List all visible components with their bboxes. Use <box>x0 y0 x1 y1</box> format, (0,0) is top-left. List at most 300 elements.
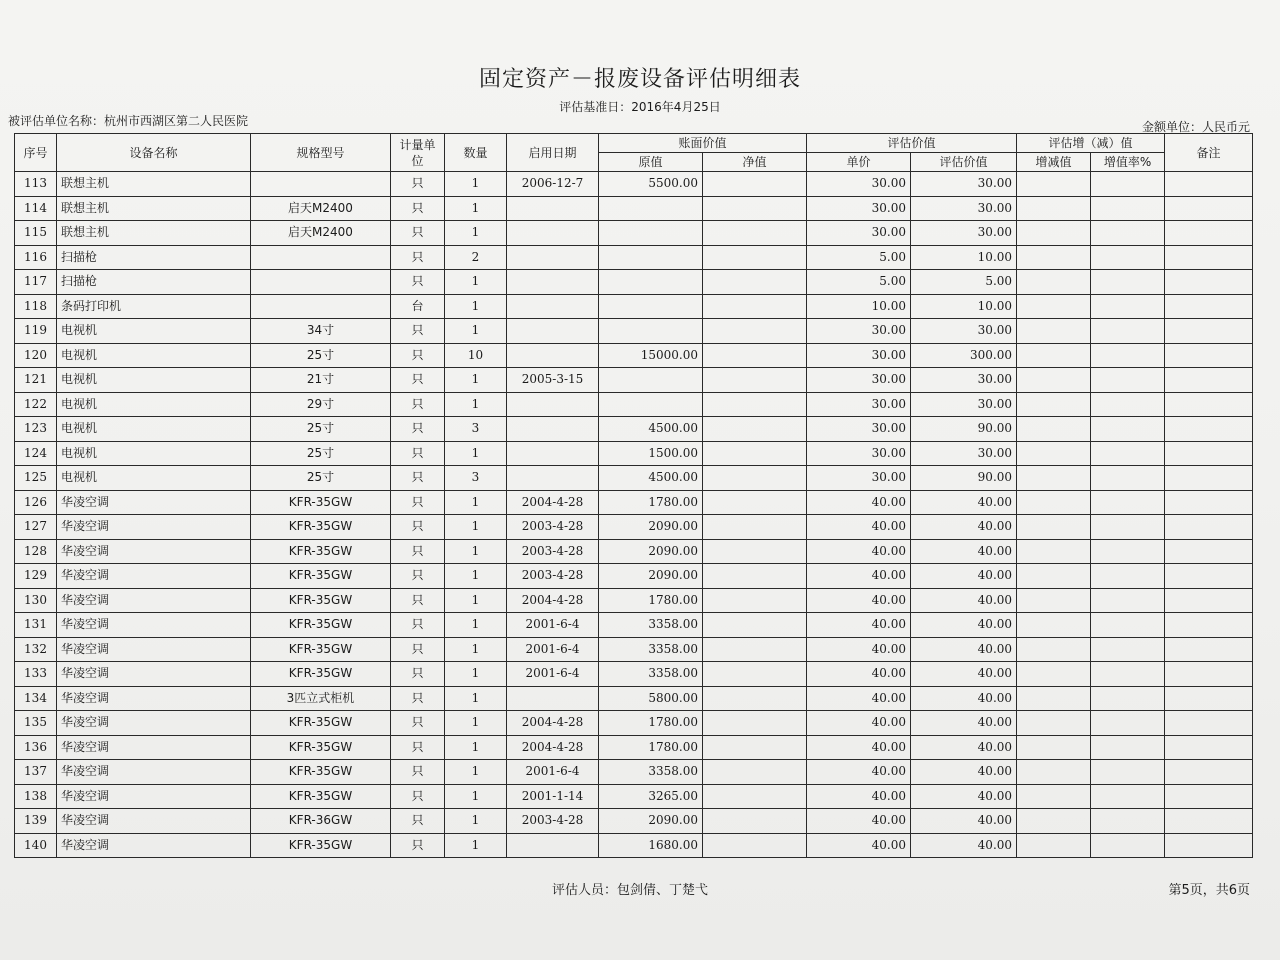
cell-seq: 121 <box>15 368 57 393</box>
cell-qty: 1 <box>445 637 507 662</box>
cell-remark <box>1165 221 1253 246</box>
cell-change-amount <box>1017 686 1091 711</box>
table-row <box>15 466 1253 491</box>
cell-original: 1680.00 <box>599 833 703 858</box>
cell-unit: 只 <box>391 368 445 393</box>
table-row <box>15 368 1253 393</box>
cell-name: 华凌空调 <box>57 539 251 564</box>
cell-seq: 114 <box>15 196 57 221</box>
table-row <box>15 441 1253 466</box>
cell-spec <box>251 270 391 295</box>
table-row <box>15 588 1253 613</box>
cell-net <box>703 515 807 540</box>
cell-qty: 2 <box>445 245 507 270</box>
cell-change-rate <box>1091 270 1165 295</box>
cell-seq: 117 <box>15 270 57 295</box>
cell-qty: 1 <box>445 270 507 295</box>
cell-unit-price: 30.00 <box>807 466 911 491</box>
cell-change-rate <box>1091 368 1165 393</box>
cell-start-date <box>507 270 599 295</box>
table-row <box>15 637 1253 662</box>
cell-name: 华凌空调 <box>57 833 251 858</box>
cell-change-rate <box>1091 466 1165 491</box>
table-row <box>15 221 1253 246</box>
table-row <box>15 711 1253 736</box>
cell-remark <box>1165 564 1253 589</box>
cell-qty: 1 <box>445 515 507 540</box>
cell-name: 华凌空调 <box>57 490 251 515</box>
cell-appraised: 30.00 <box>911 392 1017 417</box>
cell-remark <box>1165 441 1253 466</box>
cell-appraised: 300.00 <box>911 343 1017 368</box>
cell-change-rate <box>1091 319 1165 344</box>
cell-remark <box>1165 833 1253 858</box>
cell-original: 2090.00 <box>599 539 703 564</box>
cell-unit: 只 <box>391 490 445 515</box>
cell-appraised: 40.00 <box>911 613 1017 638</box>
cell-change-rate <box>1091 686 1165 711</box>
cell-remark <box>1165 417 1253 442</box>
cell-unit: 只 <box>391 196 445 221</box>
cell-unit-price: 30.00 <box>807 196 911 221</box>
document-title: 固定资产－报废设备评估明细表 <box>478 67 801 92</box>
cell-qty: 1 <box>445 564 507 589</box>
cell-net <box>703 294 807 319</box>
cell-appraised: 40.00 <box>911 564 1017 589</box>
cell-appraised: 30.00 <box>911 221 1017 246</box>
header-remark: 备注 <box>1165 134 1253 172</box>
cell-original <box>599 245 703 270</box>
cell-start-date: 2003-4-28 <box>507 539 599 564</box>
cell-unit: 只 <box>391 662 445 687</box>
cell-unit: 只 <box>391 613 445 638</box>
table-row <box>15 539 1253 564</box>
cell-qty: 10 <box>445 343 507 368</box>
cell-seq: 128 <box>15 539 57 564</box>
cell-net <box>703 221 807 246</box>
cell-unit: 只 <box>391 221 445 246</box>
cell-spec: 34寸 <box>251 319 391 344</box>
cell-change-amount <box>1017 515 1091 540</box>
cell-spec: 25寸 <box>251 441 391 466</box>
cell-spec: 启天M2400 <box>251 221 391 246</box>
cell-qty: 1 <box>445 172 507 197</box>
cell-qty: 3 <box>445 466 507 491</box>
cell-spec: KFR-35GW <box>251 637 391 662</box>
cell-spec: 21寸 <box>251 368 391 393</box>
table-row <box>15 245 1253 270</box>
cell-name: 联想主机 <box>57 221 251 246</box>
cell-seq: 131 <box>15 613 57 638</box>
cell-unit-price: 30.00 <box>807 343 911 368</box>
cell-start-date: 2003-4-28 <box>507 515 599 540</box>
cell-remark <box>1165 637 1253 662</box>
cell-change-amount <box>1017 343 1091 368</box>
cell-appraised: 40.00 <box>911 760 1017 785</box>
cell-original <box>599 319 703 344</box>
cell-unit: 只 <box>391 539 445 564</box>
cell-original <box>599 270 703 295</box>
cell-unit-price: 30.00 <box>807 392 911 417</box>
cell-qty: 1 <box>445 392 507 417</box>
cell-original: 4500.00 <box>599 417 703 442</box>
cell-seq: 116 <box>15 245 57 270</box>
cell-qty: 1 <box>445 490 507 515</box>
cell-original: 3358.00 <box>599 662 703 687</box>
cell-net <box>703 319 807 344</box>
cell-remark <box>1165 196 1253 221</box>
cell-unit-price: 40.00 <box>807 735 911 760</box>
cell-change-amount <box>1017 662 1091 687</box>
header-unit: 计量单位 <box>391 134 445 172</box>
cell-name: 联想主机 <box>57 196 251 221</box>
header-qty: 数量 <box>445 134 507 172</box>
cell-start-date: 2003-4-28 <box>507 809 599 834</box>
cell-appraised: 40.00 <box>911 637 1017 662</box>
cell-unit: 只 <box>391 343 445 368</box>
cell-qty: 1 <box>445 711 507 736</box>
cell-spec: KFR-35GW <box>251 735 391 760</box>
header-seq: 序号 <box>15 134 57 172</box>
table-row <box>15 172 1253 197</box>
table-row <box>15 490 1253 515</box>
cell-seq: 132 <box>15 637 57 662</box>
cell-unit: 只 <box>391 441 445 466</box>
cell-start-date: 2001-6-4 <box>507 662 599 687</box>
cell-change-amount <box>1017 270 1091 295</box>
cell-unit: 只 <box>391 686 445 711</box>
cell-unit-price: 5.00 <box>807 245 911 270</box>
cell-change-amount <box>1017 613 1091 638</box>
cell-spec: KFR-35GW <box>251 588 391 613</box>
cell-start-date <box>507 245 599 270</box>
header-net: 净值 <box>703 153 807 172</box>
cell-name: 华凌空调 <box>57 588 251 613</box>
cell-remark <box>1165 662 1253 687</box>
cell-remark <box>1165 490 1253 515</box>
cell-name: 华凌空调 <box>57 686 251 711</box>
cell-net <box>703 613 807 638</box>
cell-start-date: 2004-4-28 <box>507 490 599 515</box>
cell-spec <box>251 172 391 197</box>
cell-net <box>703 735 807 760</box>
cell-change-rate <box>1091 294 1165 319</box>
cell-seq: 135 <box>15 711 57 736</box>
cell-change-rate <box>1091 172 1165 197</box>
cell-net <box>703 490 807 515</box>
cell-unit-price: 40.00 <box>807 637 911 662</box>
table-row <box>15 343 1253 368</box>
cell-unit: 只 <box>391 833 445 858</box>
cell-change-amount <box>1017 711 1091 736</box>
cell-remark <box>1165 515 1253 540</box>
entity-name: 被评估单位名称：杭州市西湖区第二人民医院 <box>8 114 249 128</box>
cell-seq: 133 <box>15 662 57 687</box>
base-date: 评估基准日：2016年4月25日 <box>559 100 721 114</box>
cell-change-rate <box>1091 221 1165 246</box>
table-row <box>15 392 1253 417</box>
cell-change-amount <box>1017 196 1091 221</box>
cell-change-amount <box>1017 392 1091 417</box>
cell-unit-price: 40.00 <box>807 833 911 858</box>
cell-change-amount <box>1017 441 1091 466</box>
table-row <box>15 294 1253 319</box>
table-row <box>15 809 1253 834</box>
cell-change-amount <box>1017 588 1091 613</box>
cell-remark <box>1165 760 1253 785</box>
cell-unit-price: 40.00 <box>807 588 911 613</box>
cell-qty: 1 <box>445 809 507 834</box>
cell-original: 1780.00 <box>599 711 703 736</box>
cell-qty: 1 <box>445 588 507 613</box>
cell-original: 2090.00 <box>599 564 703 589</box>
cell-appraised: 40.00 <box>911 588 1017 613</box>
header-original: 原值 <box>599 153 703 172</box>
cell-name: 华凌空调 <box>57 809 251 834</box>
cell-qty: 1 <box>445 441 507 466</box>
cell-seq: 119 <box>15 319 57 344</box>
table-row <box>15 270 1253 295</box>
cell-unit-price: 40.00 <box>807 662 911 687</box>
cell-name: 华凌空调 <box>57 613 251 638</box>
cell-change-rate <box>1091 441 1165 466</box>
cell-change-rate <box>1091 515 1165 540</box>
cell-remark <box>1165 392 1253 417</box>
cell-net <box>703 270 807 295</box>
cell-spec: KFR-35GW <box>251 564 391 589</box>
cell-seq: 123 <box>15 417 57 442</box>
cell-net <box>703 441 807 466</box>
cell-appraised: 30.00 <box>911 319 1017 344</box>
cell-seq: 129 <box>15 564 57 589</box>
cell-appraised: 5.00 <box>911 270 1017 295</box>
cell-unit-price: 30.00 <box>807 417 911 442</box>
cell-original <box>599 221 703 246</box>
cell-net <box>703 711 807 736</box>
cell-seq: 140 <box>15 833 57 858</box>
cell-change-rate <box>1091 588 1165 613</box>
cell-original: 15000.00 <box>599 343 703 368</box>
cell-start-date: 2001-6-4 <box>507 613 599 638</box>
cell-change-rate <box>1091 490 1165 515</box>
cell-remark <box>1165 245 1253 270</box>
cell-net <box>703 686 807 711</box>
header-appraised: 评估价值 <box>911 153 1017 172</box>
cell-net <box>703 637 807 662</box>
cell-unit: 只 <box>391 417 445 442</box>
cell-change-rate <box>1091 809 1165 834</box>
cell-appraised: 40.00 <box>911 490 1017 515</box>
cell-seq: 138 <box>15 784 57 809</box>
cell-change-amount <box>1017 735 1091 760</box>
cell-qty: 1 <box>445 833 507 858</box>
cell-change-rate <box>1091 539 1165 564</box>
cell-change-amount <box>1017 368 1091 393</box>
header-unit-price: 单价 <box>807 153 911 172</box>
table-row <box>15 613 1253 638</box>
cell-seq: 113 <box>15 172 57 197</box>
cell-unit-price: 40.00 <box>807 809 911 834</box>
cell-net <box>703 784 807 809</box>
cell-appraised: 10.00 <box>911 245 1017 270</box>
cell-remark <box>1165 539 1253 564</box>
header-book-value: 账面价值 <box>599 134 807 153</box>
cell-appraised: 40.00 <box>911 735 1017 760</box>
cell-net <box>703 392 807 417</box>
cell-spec <box>251 294 391 319</box>
cell-remark <box>1165 270 1253 295</box>
cell-name: 华凌空调 <box>57 760 251 785</box>
cell-unit-price: 40.00 <box>807 613 911 638</box>
cell-net <box>703 539 807 564</box>
cell-unit-price: 40.00 <box>807 539 911 564</box>
cell-change-amount <box>1017 466 1091 491</box>
cell-start-date <box>507 319 599 344</box>
cell-unit-price: 30.00 <box>807 319 911 344</box>
cell-appraised: 40.00 <box>911 784 1017 809</box>
cell-qty: 3 <box>445 417 507 442</box>
cell-original: 1780.00 <box>599 735 703 760</box>
cell-qty: 1 <box>445 760 507 785</box>
cell-original: 3265.00 <box>599 784 703 809</box>
cell-change-rate <box>1091 711 1165 736</box>
cell-original <box>599 196 703 221</box>
cell-unit-price: 40.00 <box>807 686 911 711</box>
cell-seq: 124 <box>15 441 57 466</box>
header-start-date: 启用日期 <box>507 134 599 172</box>
cell-unit: 只 <box>391 466 445 491</box>
cell-unit-price: 40.00 <box>807 515 911 540</box>
cell-unit-price: 40.00 <box>807 490 911 515</box>
cell-change-amount <box>1017 784 1091 809</box>
cell-qty: 1 <box>445 294 507 319</box>
cell-remark <box>1165 809 1253 834</box>
cell-qty: 1 <box>445 196 507 221</box>
cell-name: 华凌空调 <box>57 662 251 687</box>
cell-unit: 只 <box>391 245 445 270</box>
cell-unit-price: 10.00 <box>807 294 911 319</box>
cell-unit: 只 <box>391 760 445 785</box>
cell-original: 2090.00 <box>599 809 703 834</box>
header-change-rate: 增值率% <box>1091 153 1165 172</box>
cell-original: 3358.00 <box>599 760 703 785</box>
cell-remark <box>1165 368 1253 393</box>
cell-spec: KFR-35GW <box>251 760 391 785</box>
cell-change-rate <box>1091 613 1165 638</box>
cell-remark <box>1165 343 1253 368</box>
cell-name: 扫描枪 <box>57 270 251 295</box>
cell-unit: 台 <box>391 294 445 319</box>
cell-appraised: 40.00 <box>911 515 1017 540</box>
cell-name: 电视机 <box>57 417 251 442</box>
cell-change-amount <box>1017 221 1091 246</box>
cell-start-date: 2001-1-14 <box>507 784 599 809</box>
table-row <box>15 686 1253 711</box>
cell-spec: 3匹立式柜机 <box>251 686 391 711</box>
cell-spec: KFR-35GW <box>251 711 391 736</box>
cell-name: 华凌空调 <box>57 711 251 736</box>
table-row <box>15 564 1253 589</box>
cell-remark <box>1165 172 1253 197</box>
cell-name: 电视机 <box>57 343 251 368</box>
cell-spec: KFR-35GW <box>251 784 391 809</box>
table-row <box>15 760 1253 785</box>
cell-change-amount <box>1017 539 1091 564</box>
cell-qty: 1 <box>445 784 507 809</box>
cell-change-rate <box>1091 196 1165 221</box>
cell-name: 华凌空调 <box>57 515 251 540</box>
cell-appraised: 30.00 <box>911 172 1017 197</box>
cell-unit-price: 30.00 <box>807 368 911 393</box>
cell-net <box>703 564 807 589</box>
cell-net <box>703 466 807 491</box>
cell-remark <box>1165 294 1253 319</box>
cell-start-date <box>507 441 599 466</box>
header-spec: 规格型号 <box>251 134 391 172</box>
cell-spec: KFR-35GW <box>251 490 391 515</box>
cell-unit: 只 <box>391 319 445 344</box>
cell-remark <box>1165 588 1253 613</box>
cell-start-date: 2004-4-28 <box>507 588 599 613</box>
cell-appraised: 40.00 <box>911 711 1017 736</box>
cell-spec: KFR-35GW <box>251 833 391 858</box>
table-row <box>15 784 1253 809</box>
table-row <box>15 196 1253 221</box>
cell-qty: 1 <box>445 613 507 638</box>
cell-original: 1780.00 <box>599 588 703 613</box>
cell-appraised: 40.00 <box>911 539 1017 564</box>
cell-original: 1500.00 <box>599 441 703 466</box>
cell-appraised: 30.00 <box>911 441 1017 466</box>
cell-change-amount <box>1017 809 1091 834</box>
cell-change-rate <box>1091 784 1165 809</box>
cell-name: 华凌空调 <box>57 784 251 809</box>
cell-net <box>703 245 807 270</box>
cell-unit: 只 <box>391 637 445 662</box>
cell-start-date <box>507 294 599 319</box>
cell-spec: KFR-35GW <box>251 515 391 540</box>
cell-spec: 启天M2400 <box>251 196 391 221</box>
cell-change-rate <box>1091 760 1165 785</box>
cell-start-date <box>507 196 599 221</box>
cell-change-amount <box>1017 319 1091 344</box>
cell-seq: 125 <box>15 466 57 491</box>
cell-name: 扫描枪 <box>57 245 251 270</box>
cell-change-rate <box>1091 343 1165 368</box>
cell-start-date <box>507 686 599 711</box>
cell-unit: 只 <box>391 172 445 197</box>
cell-original <box>599 368 703 393</box>
cell-start-date: 2004-4-28 <box>507 735 599 760</box>
cell-spec: 25寸 <box>251 466 391 491</box>
cell-qty: 1 <box>445 368 507 393</box>
cell-unit: 只 <box>391 515 445 540</box>
cell-net <box>703 588 807 613</box>
cell-seq: 120 <box>15 343 57 368</box>
cell-spec: 25寸 <box>251 417 391 442</box>
cell-start-date <box>507 417 599 442</box>
header-change: 评估增（减）值 <box>1017 134 1165 153</box>
cell-name: 华凌空调 <box>57 637 251 662</box>
cell-unit: 只 <box>391 809 445 834</box>
cell-unit: 只 <box>391 784 445 809</box>
cell-qty: 1 <box>445 319 507 344</box>
cell-spec <box>251 245 391 270</box>
cell-unit-price: 40.00 <box>807 564 911 589</box>
cell-start-date: 2003-4-28 <box>507 564 599 589</box>
cell-net <box>703 809 807 834</box>
cell-seq: 130 <box>15 588 57 613</box>
